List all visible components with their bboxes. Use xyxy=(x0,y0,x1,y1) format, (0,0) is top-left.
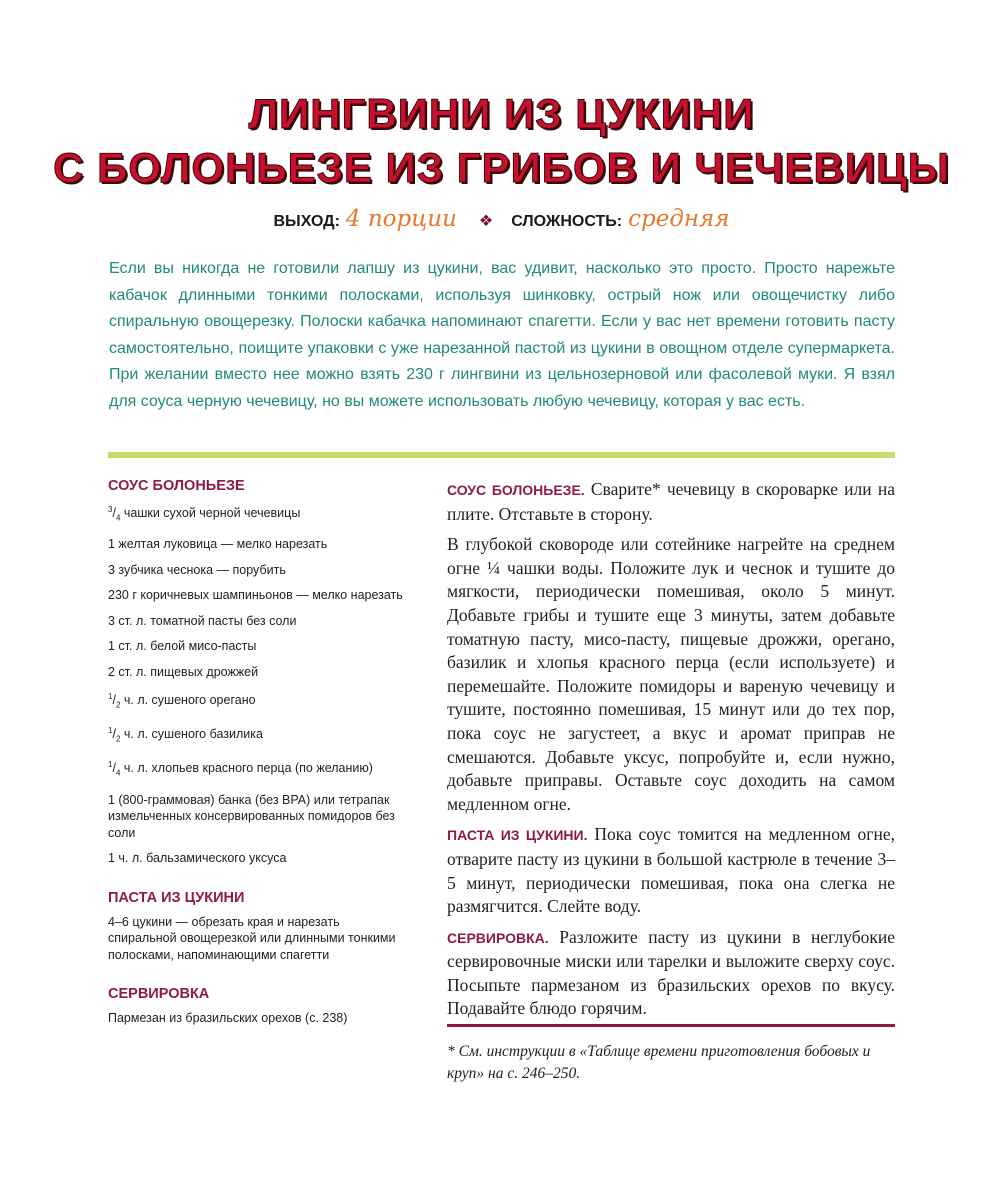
fraction-numerator: 1 xyxy=(108,726,113,736)
method-heading-serving: СЕРВИРОВКА. xyxy=(447,929,549,946)
method-heading-pasta: ПАСТА ИЗ ЦУКИНИ. xyxy=(447,827,588,844)
separator-icon: ❖ xyxy=(478,213,494,230)
page-title-line-1: ЛИНГВИНИ ИЗ ЦУКИНИ xyxy=(248,90,755,137)
ingredient-item: 1 ч. л. бальзамического уксуса xyxy=(108,851,287,866)
method-step-pasta xyxy=(447,823,895,918)
method-text: Разложите пасту из цукини в неглубокие сервировочные миски или тарелки и выложите сверху соус. Посыпьте пармезаном из бразильских орехов по вкусу. Подавайте блюдо горячим. xyxy=(447,926,895,1019)
ingredients-heading-sauce: СОУС БОЛОНЬЕЗЕ xyxy=(108,478,245,494)
fraction-denominator: 2 xyxy=(115,734,121,744)
method-text: Сварите* чечевицу в скороварке или на плите. Отставьте в сторону. xyxy=(447,479,895,524)
ingredient-item: 1 желтая луковица — мелко нарезать xyxy=(108,537,328,552)
ingredient-item: $^3/_4$ чашки сухой черной чечевицы xyxy=(108,505,301,523)
section-divider xyxy=(108,452,895,458)
fraction-denominator: 4 xyxy=(115,769,121,779)
method-text: Пока соус томится на медленном огне, отварите пасту из цукини в большой кастрюле в течение 3–5 минут, периодически помешивая, пока она слегка не размягчится. Слейте воду. xyxy=(447,824,895,917)
ingredient-text: ч. л. сушеного базилика xyxy=(120,727,263,742)
ingredient-item: 1 ст. л. белой мисо-пасты xyxy=(108,639,257,654)
ingredients-heading-serving: СЕРВИРОВКА xyxy=(108,986,210,1003)
yield-label: ВЫХОД: xyxy=(273,213,340,230)
ingredient-item: $^1/_2$ ч. л. сушеного орегано xyxy=(108,692,256,710)
ingredients-heading-pasta: ПАСТА ИЗ ЦУКИНИ xyxy=(108,889,245,906)
intro-paragraph: Если вы никогда не готовили лапшу из цукини, вас удивит, насколько это просто. Просто нарежьте кабачок длинными тонкими полосками, используя шинковку, острый нож или овощечистку либо спиральную овощерезку. Полоски кабачка напоминают спагетти. Если у вас нет времени готовить пасту самостоятельно, поищите упаковки с уже нарезанной пастой из цукини в овощном отделе супермаркета. При желании вместо нее можно взять 230 г лингвини из цельнозерновой или фасолевой муки. Я взял для соуса черную чечевицу, но вы можете использовать любую чечевицу, которая у вас есть. xyxy=(109,260,895,410)
fraction-numerator: 3 xyxy=(108,505,113,514)
ingredient-item: 3 зубчика чеснока — порубить xyxy=(108,562,286,577)
ingredient-text: ч. л. хлопьев красного перца (по желанию) xyxy=(120,761,373,776)
footnote-divider xyxy=(447,1024,895,1027)
method-heading-sauce: СОУС БОЛОНЬЕЗЕ. xyxy=(447,482,585,498)
method-step-sauce xyxy=(447,478,895,526)
ingredient-item: $^1/_2$ ч. л. сушеного базилика xyxy=(108,726,263,744)
yield-value: 4 порции xyxy=(345,206,457,232)
fraction-denominator: 4 xyxy=(115,513,121,523)
ingredient-text: ч. л. сушеного орегано xyxy=(120,693,256,708)
ingredient-text: чашки сухой черной чечевицы xyxy=(120,506,301,521)
ingredient-item: 3 ст. л. томатной пасты без соли xyxy=(108,613,297,628)
method-step-cook: В глубокой сковороде или сотейнике нагрейте на среднем огне ¼ чашки воды. Положите лук и чеснок и тушите до мягкости, периодически помешивая, около 5 минут. Добавьте грибы и тушите еще 3 минуты, затем добавьте томатную пасту, мисо-пасту, пищевые дрожжи, орегано, базилик и хлопья красного перца (если используете) и перемешайте. Положите помидоры и вареную чечевицу и тушите, постоянно помешивая, 15 минут или до тех пор, пока соус не загустеет, а вкус и аромат приправ не смешаются. Добавьте уксус, попробуйте и, если нужно, добавьте приправы. Оставьте соус доходить на самом медленном огне. xyxy=(447,534,895,814)
method-step-serving xyxy=(447,926,895,1021)
page-title-line-2: С БОЛОНЬЕЗЕ ИЗ ГРИБОВ И ЧЕЧЕВИЦЫ xyxy=(53,144,950,191)
ingredient-item: $^1/_4$ ч. л. хлопьев красного перца (по желанию) xyxy=(108,760,373,779)
ingredients-column xyxy=(108,478,408,1036)
ingredient-item: 2 ст. л. пищевых дрожжей xyxy=(108,664,259,679)
recipe-meta xyxy=(0,206,1003,232)
fraction-denominator: 2 xyxy=(115,700,121,710)
method-column xyxy=(447,478,895,1028)
difficulty-label: СЛОЖНОСТЬ: xyxy=(511,213,623,230)
fraction-numerator: 1 xyxy=(108,760,113,770)
ingredient-item: Пармезан из бразильских орехов (с. 238) xyxy=(108,1011,348,1026)
difficulty-value: средняя xyxy=(628,206,730,232)
ingredient-item: 1 (800-граммовая) банка (без BPA) или тетрапак измельченных консервированных помидоров без соли xyxy=(108,792,395,840)
ingredient-item: 4–6 цукини — обрезать края и нарезать спиральной овощерезкой или длинными тонкими полосками, напоминающими спагетти xyxy=(108,914,396,962)
ingredient-item: 230 г коричневых шампиньонов — мелко нарезать xyxy=(108,588,403,603)
footnote: * См. инструкции в «Таблице времени приготовления бобовых и круп» на с. 246–250. xyxy=(447,1043,871,1082)
fraction-numerator: 1 xyxy=(108,692,113,702)
